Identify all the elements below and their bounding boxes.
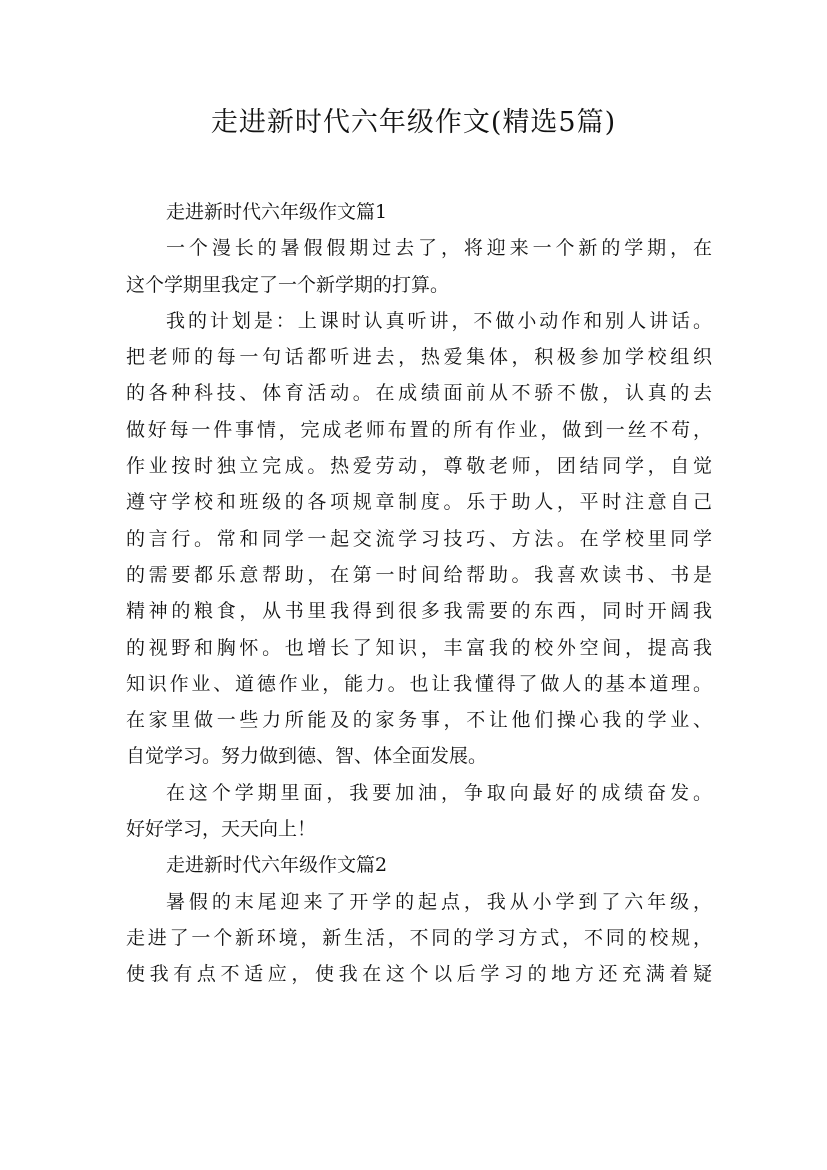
paragraph-line: 把老师的每一句话都听进去，热爱集体，积极参加学校组织 bbox=[126, 346, 712, 369]
paragraph-line: 知识作业、道德作业，能力。也让我懂得了做人的基本道理。 bbox=[126, 672, 712, 695]
paragraph-line: 遵守学校和班级的各项规章制度。乐于助人，平时注意自己 bbox=[126, 491, 712, 514]
section-heading: 走进新时代六年级作文篇1 bbox=[166, 201, 388, 223]
paragraph-line: 做好每一件事情，完成老师布置的所有作业，做到一丝不苟， bbox=[126, 418, 712, 441]
paragraph-line: 好好学习，天天向上！ bbox=[126, 818, 317, 841]
paragraph-line: 暑假的末尾迎来了开学的起点，我从小学到了六年级， bbox=[166, 890, 712, 913]
paragraph-line: 的视野和胸怀。也增长了知识，丰富我的校外空间，提高我 bbox=[126, 636, 712, 659]
paragraph-line: 一个漫长的暑假假期过去了，将迎来一个新的学期，在 bbox=[166, 237, 712, 260]
paragraph-line: 的言行。常和同学一起交流学习技巧、方法。在学校里同学 bbox=[126, 527, 712, 550]
document-title: 走进新时代六年级作文(精选5篇) bbox=[210, 107, 617, 138]
paragraph-line: 的需要都乐意帮助，在第一时间给帮助。我喜欢读书、书是 bbox=[126, 563, 712, 586]
paragraph-line: 作业按时独立完成。热爱劳动，尊敬老师，团结同学，自觉 bbox=[126, 455, 712, 478]
section-heading: 走进新时代六年级作文篇2 bbox=[166, 854, 388, 877]
paragraph-line: 在这个学期里面，我要加油，争取向最好的成绩奋发。 bbox=[166, 781, 712, 804]
paragraph-line: 我的计划是：上课时认真听讲，不做小动作和别人讲话。 bbox=[166, 309, 712, 332]
paragraph-line: 使我有点不适应，使我在这个以后学习的地方还充满着疑 bbox=[126, 963, 712, 986]
paragraph-line: 自觉学习。努力做到德、智、体全面发展。 bbox=[126, 745, 488, 768]
paragraph-line: 在家里做一些力所能及的家务事，不让他们操心我的学业、 bbox=[126, 709, 712, 732]
paragraph-line: 这个学期里我定了一个新学期的打算。 bbox=[126, 273, 450, 296]
document-body bbox=[126, 194, 712, 993]
paragraph-line: 走进了一个新环境，新生活，不同的学习方式，不同的校规， bbox=[126, 926, 712, 949]
paragraph-line: 精神的粮食，从书里我得到很多我需要的东西，同时开阔我 bbox=[126, 600, 712, 623]
paragraph-line: 的各种科技、体育活动。在成绩面前从不骄不傲，认真的去 bbox=[126, 382, 712, 405]
